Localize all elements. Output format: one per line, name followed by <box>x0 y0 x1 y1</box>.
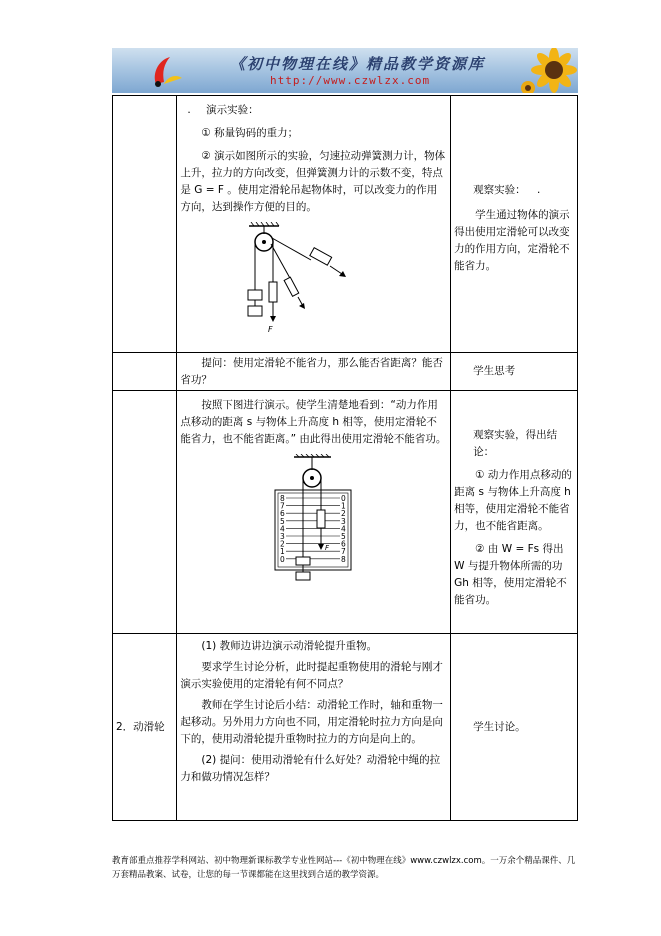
section-cell-empty <box>113 96 177 353</box>
sunflower-icon <box>516 48 578 93</box>
movable-p2: 要求学生讨论分析，此时提起重物使用的滑轮与刚才演示实验使用的定滑轮有何不同点？ <box>180 661 443 690</box>
table-row <box>113 391 578 634</box>
student-conclusion: 学生通过物体的演示得出使用定滑轮可以改变力的作用方向，定滑轮不能省力。 <box>454 209 570 272</box>
section-title: 2．动滑轮 <box>116 720 165 733</box>
svg-text:F: F <box>324 544 329 552</box>
ruler-left-tick: 1 <box>279 547 285 557</box>
demo-step-2: ② 演示如图所示的实验，匀速拉动弹簧测力计，物体上升，拉力的方向改变，但弹簧测力计的示数不变，特点是 G = F 。使用定滑轮吊起物体时，可以改变力的作用方向，达到操作方便的目的。 <box>180 150 446 213</box>
ruler-right-tick: 5 <box>340 532 346 541</box>
teacher-cell <box>177 634 451 821</box>
ruler-right-tick: 7 <box>340 547 346 557</box>
teacher-cell <box>177 391 451 634</box>
table-row <box>113 353 578 391</box>
demo-step-1: ① 称量钩码的重力； <box>201 127 299 139</box>
ruler-right-tick: 1 <box>340 501 346 511</box>
student-cell <box>451 391 578 634</box>
ruler-left-tick: 8 <box>279 494 285 503</box>
ruler-right-tick: 4 <box>340 524 346 534</box>
ruler-right-tick: 0 <box>340 494 346 503</box>
svg-text:F: F <box>267 325 273 334</box>
table-row <box>113 96 578 353</box>
movable-p3: 教师在学生讨论后小结：动滑轮工作时，轴和重物一起移动。另外用力方向也不同，用定滑轮时拉力方向是向下的，使用动滑轮提升重物时拉力的方向是向上的。 <box>180 699 443 745</box>
ruler-right-tick: 6 <box>340 539 346 549</box>
ruler-left-tick: 4 <box>279 524 285 534</box>
table-row <box>113 634 578 821</box>
section-cell <box>113 634 177 821</box>
student-think: 学生思考 <box>473 365 516 377</box>
student-cell <box>451 353 578 391</box>
ruler-left-tick: 3 <box>279 532 285 541</box>
ruler-pulley-figure <box>269 454 359 589</box>
ruler-left-tick: 0 <box>279 554 285 564</box>
ruler-left-tick: 6 <box>279 509 285 519</box>
page-footer: 教育部重点推荐学科网站、初中物理新课标教学专业性网站---《初中物理在线》www.czwlzx.com。一万余个精品课件、几万套精品教案、试卷，让您的每一节课都能在这里找到合适的教学资源。 <box>112 856 576 880</box>
student-heading: 观察实验，得出结论： <box>473 429 558 458</box>
student-point-2: ② 由 W = Fs 得出 W 与提升物体所需的功 Gh 相等，使用定滑轮不能省功。 <box>454 543 567 606</box>
teacher-cell <box>177 96 451 353</box>
student-discuss: 学生讨论。 <box>473 720 526 733</box>
lesson-table <box>112 95 578 821</box>
distance-demo-text: 按照下图进行演示。使学生清楚地看到：“动力作用点移动的距离 s 与物体上升高度 h 相等，使用定滑轮不能省力，也不能省距离。” 由此得出使用定滑轮不能省功。 <box>180 399 447 445</box>
site-url[interactable]: http://www.czwlzx.com <box>270 74 431 87</box>
site-title: 《初中物理在线》精品教学资源库 <box>230 55 486 73</box>
header-banner <box>112 48 578 93</box>
student-cell <box>451 96 578 353</box>
ruler-left-tick: 5 <box>279 516 285 526</box>
demo-heading: . 演示实验： <box>187 104 259 116</box>
student-heading: 观察实验： . <box>473 184 541 196</box>
student-point-1: ① 动力作用点移动的距离 s 与物体上升高度 h 相等，使用定滑轮不能省力，也不能省距离。 <box>454 469 572 532</box>
question-cell <box>177 353 451 391</box>
question-text: 提问：使用定滑轮不能省力，那么能否省距离？能否省功？ <box>180 356 443 386</box>
student-cell <box>451 634 578 821</box>
ruler-right-tick: 2 <box>340 509 346 519</box>
ruler-left-tick: 2 <box>279 539 285 549</box>
ruler-right-tick: 3 <box>340 516 346 526</box>
fixed-pulley-figure <box>239 222 389 334</box>
movable-p1: (1) 教师边讲边演示动滑轮提升重物。 <box>201 640 378 652</box>
ruler-right-tick: 8 <box>340 554 346 564</box>
movable-p4: (2) 提问：使用动滑轮有什么好处？动滑轮中绳的拉力和做功情况怎样？ <box>180 754 441 783</box>
site-logo-icon <box>148 54 184 88</box>
ruler-left-tick: 7 <box>279 501 285 511</box>
